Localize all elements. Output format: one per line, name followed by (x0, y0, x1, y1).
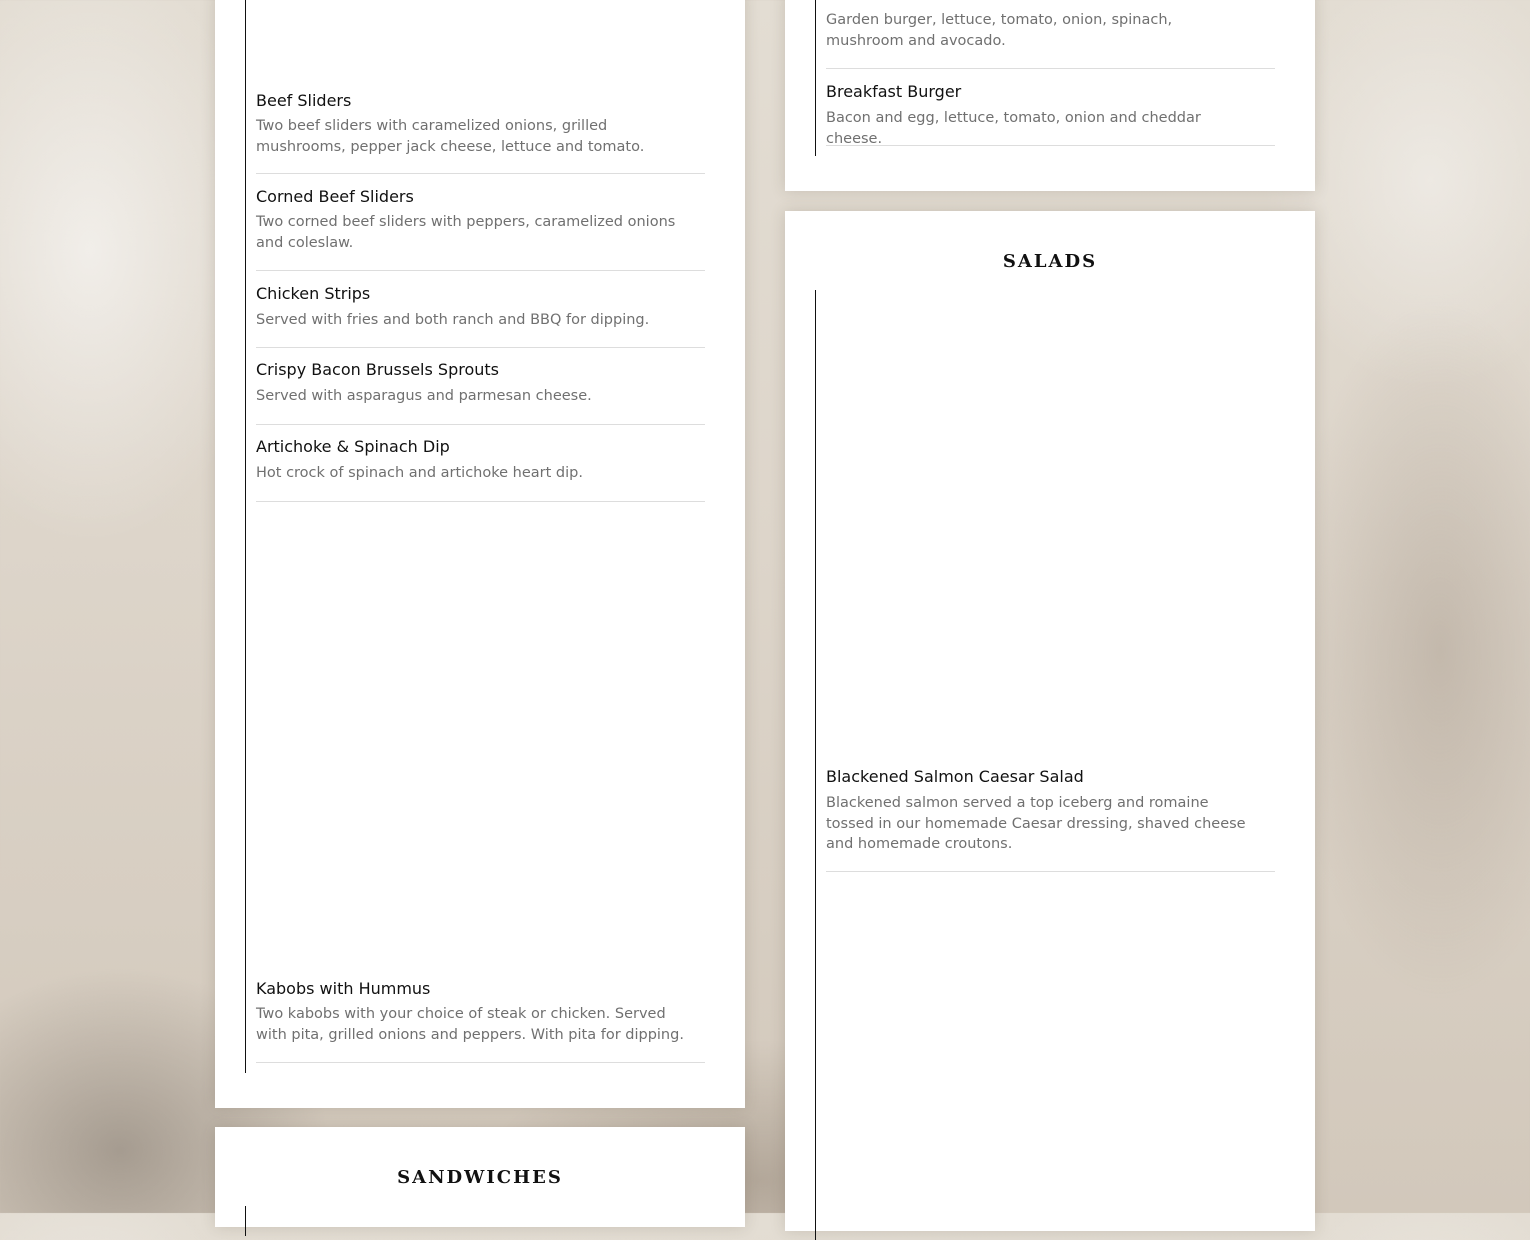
menu-item-name: Blackened Salmon Caesar Salad (826, 767, 1084, 786)
menu-item-description: Two beef sliders with caramelized onions, grilled mushrooms, pepper jack cheese, lettuce and tomato. (256, 118, 645, 155)
menu-item-blackened-salmon-caesar-salad (826, 755, 1275, 872)
menu-item-name: Chicken Strips (256, 284, 371, 303)
menu-item-artichoke-spinach-dip (256, 425, 705, 502)
menu-item-kabobs-with-hummus (256, 967, 705, 1063)
appetizers-card (215, 0, 745, 1108)
menu-item-name: Beef Sliders (256, 91, 352, 110)
menu-item-description: Hot crock of spinach and artichoke heart dip. (256, 465, 583, 481)
menu-item-name: Artichoke & Spinach Dip (256, 437, 450, 456)
menu-item-description: Bacon and egg, lettuce, tomato, onion and cheddar cheese. (826, 110, 1201, 147)
menu-item-description: Blackened salmon served a top iceberg and romaine tossed in our homemade Caesar dressing, shaved cheese and homemade croutons. (826, 795, 1246, 852)
menu-item-beef-sliders (256, 78, 705, 174)
salads-menu-list (815, 290, 1286, 1240)
burgers-card (785, 0, 1315, 191)
menu-item-corned-beef-sliders (256, 174, 705, 271)
menu-item-name: Kabobs with Hummus (256, 979, 431, 998)
appetizers-menu-list (245, 0, 716, 1073)
menu-item-description: Garden burger, lettuce, tomato, onion, spinach, mushroom and avocado. (826, 12, 1173, 49)
section-title-salads: salads (1002, 244, 1098, 273)
sandwiches-card (215, 1127, 745, 1227)
menu-item-veggie-burger (826, 0, 1275, 69)
menu-item-description: Two kabobs with your choice of steak or chicken. Served with pita, grilled onions and peppers. With pita for dipping. (256, 1006, 684, 1043)
sandwiches-menu-list (245, 1206, 716, 1236)
section-title-sandwiches: sandwiches (397, 1160, 563, 1189)
menu-item-chicken-strips (256, 271, 705, 348)
menu-item-description: Served with fries and both ranch and BBQ for dipping. (256, 312, 650, 328)
menu-item-breakfast-burger (826, 69, 1275, 146)
menu-item-name: Crispy Bacon Brussels Sprouts (256, 360, 499, 379)
menu-item-crispy-bacon-brussels-sprouts (256, 348, 705, 425)
salads-card (785, 211, 1315, 1231)
menu-item-description: Served with asparagus and parmesan cheese. (256, 388, 592, 404)
burgers-menu-list (815, 0, 1286, 156)
menu-item-name: Corned Beef Sliders (256, 187, 414, 206)
menu-item-description: Two corned beef sliders with peppers, caramelized onions and coleslaw. (256, 214, 676, 251)
menu-item-name: Breakfast Burger (826, 82, 962, 101)
